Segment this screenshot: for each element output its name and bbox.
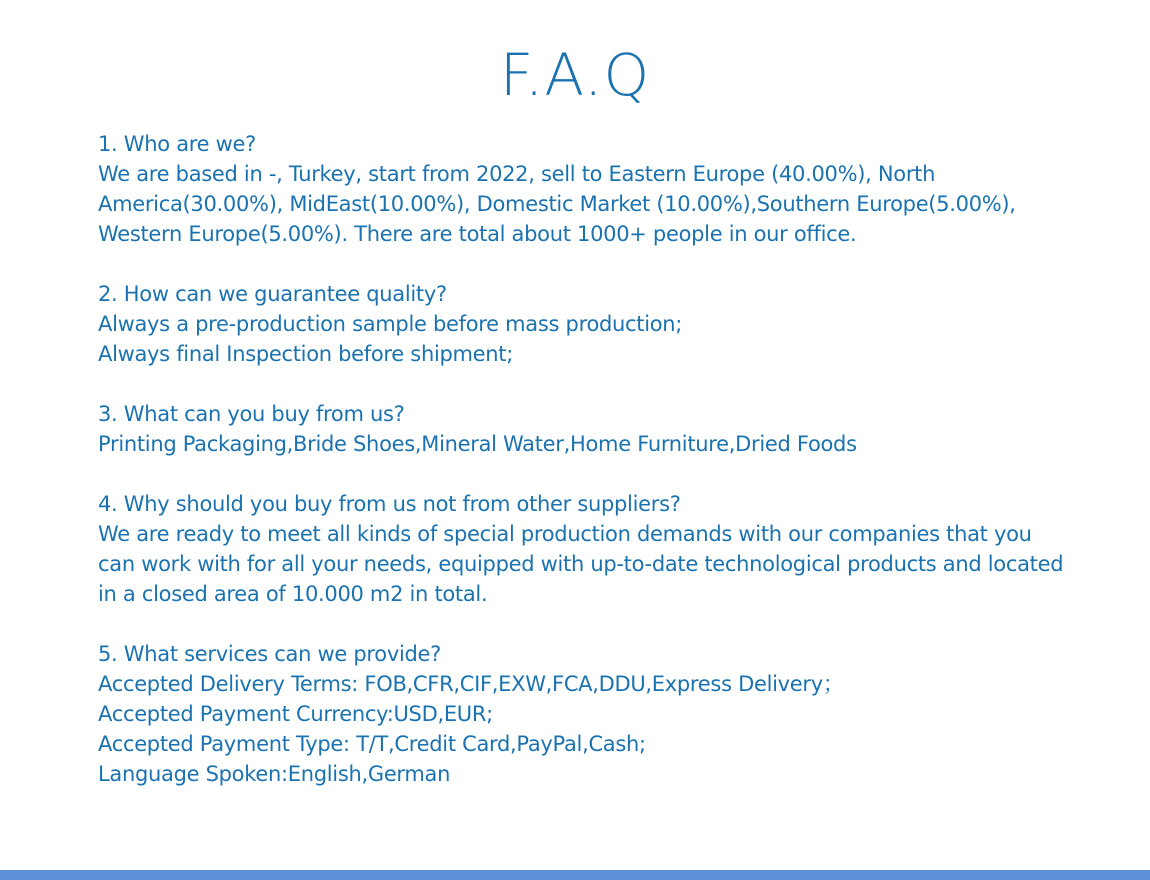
faq-answer: Accepted Payment Type: T/T,Credit Card,PayPal,Cash; (98, 732, 646, 756)
faq-answer: Accepted Delivery Terms: FOB,CFR,CIF,EXW,FCA,DDU,Express Delivery； (98, 672, 844, 696)
faq-item-products (98, 399, 1073, 459)
faq-item-who-are-we (98, 129, 1073, 249)
faq-list (98, 129, 1073, 819)
faq-answer: Always a pre-production sample before mass production; (98, 312, 683, 336)
faq-question: 5. What services can we provide? (98, 642, 441, 666)
faq-item-why-us (98, 489, 1073, 609)
faq-question: 3. What can you buy from us? (98, 402, 405, 426)
faq-question: 1. Who are we? (98, 132, 256, 156)
faq-question: 4. Why should you buy from us not from other suppliers? (98, 492, 681, 516)
faq-answer: Always final Inspection before shipment; (98, 342, 514, 366)
faq-item-services (98, 639, 1073, 789)
faq-answer: We are based in -, Turkey, start from 2022, sell to Eastern Europe (40.00%), North America(30.00%), MidEast(10.00%), Domestic Market (10.00%),Southern Europe(5.00%), Western Europe(5.00%). There are total about 1000+ people in our office. (98, 162, 1016, 246)
page-title: F.A.Q (499, 41, 651, 109)
faq-item-quality (98, 279, 1073, 369)
faq-answer: We are ready to meet all kinds of special production demands with our companies that you can work with for all your needs, equipped with up-to-date technological products and located in a closed area of 10.000 m2 in total. (98, 522, 1064, 606)
faq-answer: Accepted Payment Currency:USD,EUR; (98, 702, 493, 726)
faq-answer: Language Spoken:English,German (98, 762, 451, 786)
bottom-accent-bar (0, 870, 1150, 880)
faq-question: 2. How can we guarantee quality? (98, 282, 447, 306)
faq-answer: Printing Packaging,Bride Shoes,Mineral Water,Home Furniture,Dried Foods (98, 432, 857, 456)
